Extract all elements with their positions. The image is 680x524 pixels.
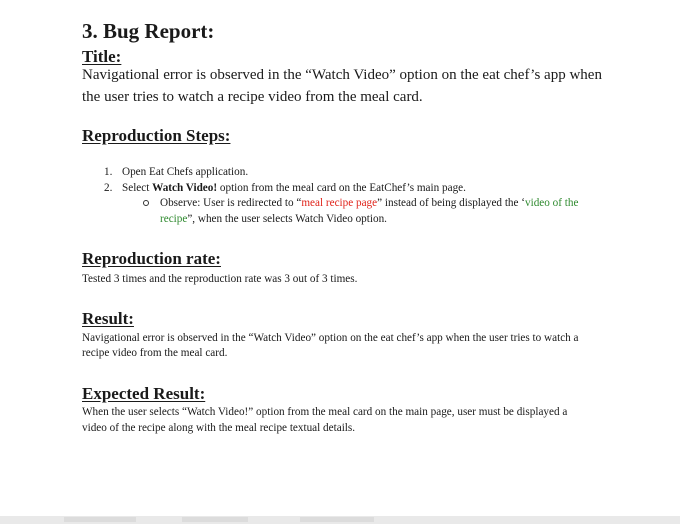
- list-item-text-pre: Select: [122, 182, 153, 194]
- title-text-line1: Navigational error is observed in the “Watch Video” option on the eat chef’s app when: [82, 67, 602, 83]
- video-of-the-highlight: video of the: [525, 197, 579, 209]
- list-item-text: Open Eat Chefs application.: [122, 166, 249, 178]
- faint-mark: [300, 517, 374, 522]
- section-heading: 3. Bug Report:: [82, 19, 215, 43]
- expected-result-label: Expected Result:: [82, 384, 206, 403]
- reproduction-rate-label: Reproduction rate:: [82, 249, 221, 268]
- meal-recipe-page-highlight: meal recipe page: [301, 197, 378, 209]
- list-item-text-post: option from the meal card on the EatChef’s main page.: [217, 182, 466, 194]
- recipe-highlight: recipe: [160, 213, 188, 225]
- expected-result-text-line1: When the user selects “Watch Video!” option from the meal card on the main page, user must be displayed a: [82, 406, 568, 418]
- observe-line2: [160, 211, 387, 227]
- list-item-number: 1.: [104, 166, 113, 178]
- bottom-scroll-strip: [0, 516, 680, 524]
- result-label: Result:: [82, 309, 134, 328]
- title-text-line2: the user tries to watch a recipe video from the meal card.: [82, 89, 423, 105]
- title-label: Title:: [82, 47, 122, 66]
- result-text-line2: recipe video from the meal card.: [82, 347, 228, 359]
- list-item-number: 2.: [104, 182, 113, 194]
- hollow-bullet-icon: [143, 200, 149, 206]
- watch-video-bold: Watch Video!: [152, 182, 218, 194]
- faint-mark: [182, 517, 248, 522]
- observe-pre: Observe: User is redirected to “: [160, 197, 302, 209]
- reproduction-rate-text: Tested 3 times and the reproduction rate was 3 out of 3 times.: [82, 273, 358, 285]
- observe-post: ”, when the user selects Watch Video option.: [187, 213, 387, 225]
- reproduction-steps-label: Reproduction Steps:: [82, 126, 231, 145]
- expected-result-text-line2: video of the recipe along with the meal recipe textual details.: [82, 422, 356, 434]
- observe-line1: [160, 195, 578, 211]
- result-text-line1: Navigational error is observed in the “Watch Video” option on the eat chef’s app when the user tries to watch a: [82, 332, 579, 344]
- observe-mid: ” instead of being displayed the ‘: [377, 197, 526, 209]
- faint-mark: [64, 517, 136, 522]
- list-item-text: [122, 180, 466, 196]
